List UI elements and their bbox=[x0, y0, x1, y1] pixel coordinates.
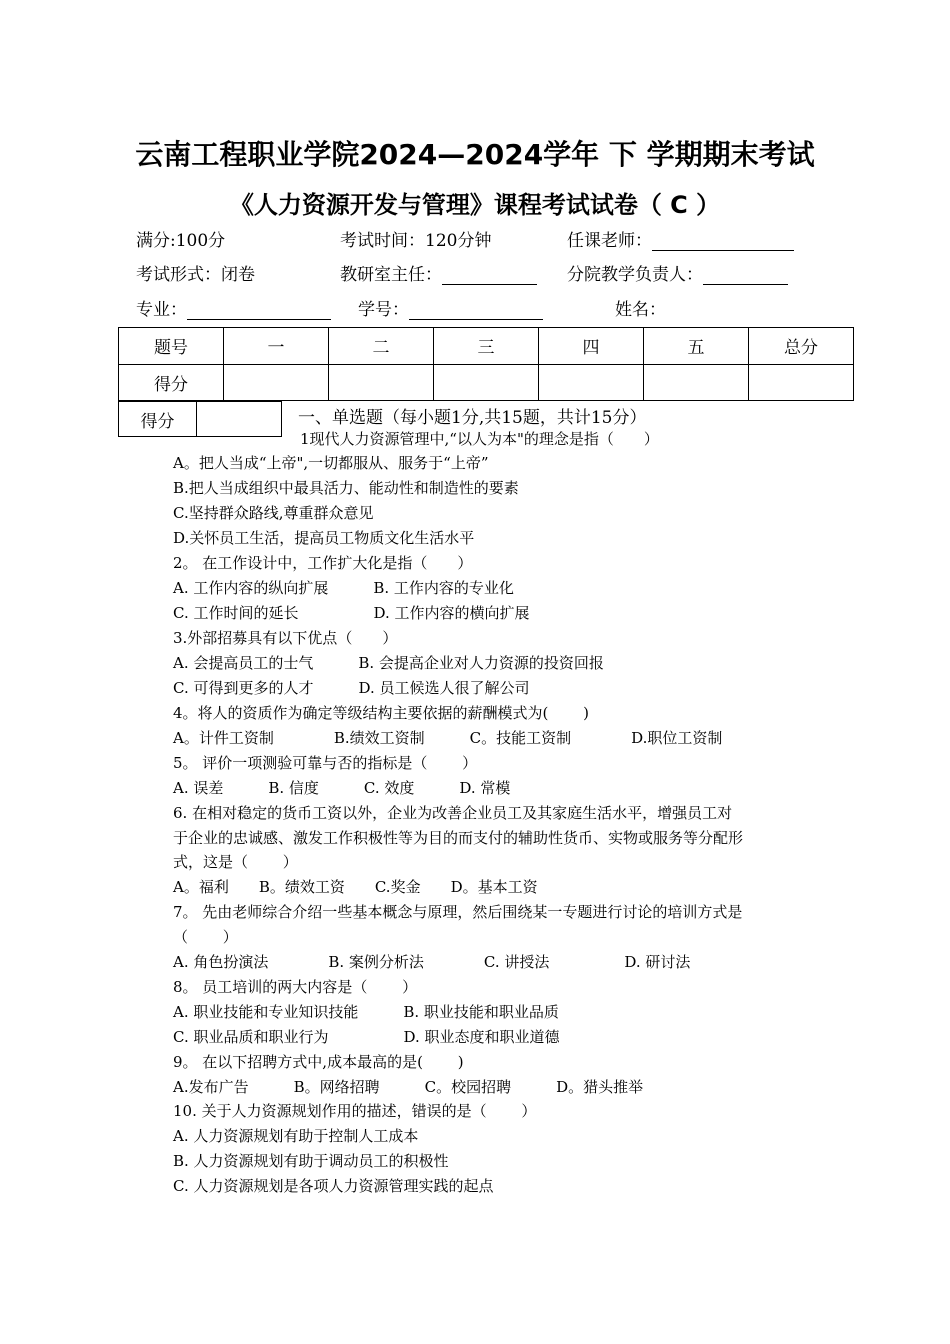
question-line: C. 职业品质和职业行为 D. 职业态度和职业道德 bbox=[173, 1028, 560, 1046]
score-cell[interactable] bbox=[644, 364, 749, 401]
question-line: （ ） bbox=[173, 928, 238, 946]
question-line: C. 工作时间的延长 D. 工作内容的横向扩展 bbox=[173, 604, 530, 622]
name-label: 姓名： bbox=[615, 300, 666, 320]
student-id-blank[interactable] bbox=[409, 301, 543, 320]
director-blank[interactable] bbox=[442, 266, 537, 285]
director-field bbox=[340, 260, 537, 285]
question-line: A。把人当成“上帝",一切都服从、服务于“上帝” bbox=[173, 454, 489, 472]
teacher-label: 任课老师： bbox=[567, 231, 652, 251]
question-line: B.把人当成组织中最具活力、能动性和制造性的要素 bbox=[173, 479, 519, 497]
question-line: 4。将人的资质作为确定等级结构主要依据的薪酬模式为( ) bbox=[173, 704, 590, 722]
question-line: 5。 评价一项测验可靠与否的指标是（ ） bbox=[173, 754, 478, 772]
section-score-cell[interactable] bbox=[197, 402, 282, 437]
question-line: C.坚持群众路线,尊重群众意见 bbox=[173, 504, 374, 522]
section-score-label: 得分 bbox=[119, 402, 197, 437]
score-table-col: 五 bbox=[644, 328, 749, 365]
question-line: A. 人力资源规划有助于控制人工成本 bbox=[173, 1127, 419, 1145]
dean-blank[interactable] bbox=[703, 266, 788, 285]
question-line: 式，这是（ ） bbox=[173, 853, 298, 871]
question-line: A. 工作内容的纵向扩展 B. 工作内容的专业化 bbox=[173, 579, 514, 597]
question-line: A.发布广告 B。网络招聘 C。校园招聘 D。猎头推举 bbox=[173, 1078, 644, 1096]
score-table bbox=[118, 327, 854, 401]
question-line: A. 角色扮演法 B. 案例分析法 C. 讲授法 D. 研讨法 bbox=[173, 953, 691, 971]
score-table-header-label: 题号 bbox=[119, 328, 224, 365]
score-table-col: 一 bbox=[224, 328, 329, 365]
student-id-label: 学号： bbox=[358, 300, 409, 320]
question-line: 7。 先由老师综合介绍一些基本概念与原理，然后围绕某一专题进行讨论的培训方式是 bbox=[173, 903, 743, 921]
major-field bbox=[136, 295, 331, 320]
question-line: 于企业的忠诚感、激发工作积极性等为目的而支付的辅助性货币、实物或服务等分配形 bbox=[173, 829, 744, 847]
student-id-field bbox=[358, 295, 543, 320]
question-line: 8。 员工培训的两大内容是（ ） bbox=[173, 978, 418, 996]
score-cell[interactable] bbox=[539, 364, 644, 401]
score-table-score-row bbox=[119, 364, 854, 401]
exam-title: 云南工程职业学院2024—2024学年 下 学期期末考试 bbox=[135, 138, 815, 171]
score-table-col: 二 bbox=[329, 328, 434, 365]
score-cell[interactable] bbox=[749, 364, 854, 401]
question-line: 1现代人力资源管理中,“以人为本"的理念是指（ ） bbox=[300, 430, 659, 448]
teacher-blank[interactable] bbox=[652, 232, 794, 251]
dean-label: 分院教学负责人： bbox=[567, 265, 703, 285]
section-score-box bbox=[118, 401, 282, 437]
question-line: A。计件工资制 B.绩效工资制 C。技能工资制 D.职位工资制 bbox=[173, 729, 723, 747]
question-line: A. 会提高员工的士气 B. 会提高企业对人力资源的投资回报 bbox=[173, 654, 604, 672]
paper-title: 《人力资源开发与管理》课程考试试卷（ C ） bbox=[229, 191, 721, 219]
full-score: 满分:100分 bbox=[136, 231, 226, 251]
question-line: 10. 关于人力资源规划作用的描述，错误的是（ ） bbox=[173, 1102, 537, 1120]
question-line: 2。 在工作设计中，工作扩大化是指（ ） bbox=[173, 554, 473, 572]
question-line: A. 职业技能和专业知识技能 B. 职业技能和职业品质 bbox=[173, 1003, 559, 1021]
score-table-score-label: 得分 bbox=[119, 364, 224, 401]
section-title: 一、单选题（每小题1分,共15题，共计15分） bbox=[298, 408, 647, 428]
score-cell[interactable] bbox=[434, 364, 539, 401]
score-table-header-row bbox=[119, 328, 854, 365]
major-label: 专业： bbox=[136, 300, 187, 320]
question-line: 6. 在相对稳定的货币工资以外，企业为改善企业员工及其家庭生活水平，增强员工对 bbox=[173, 804, 733, 822]
score-table-col: 总分 bbox=[749, 328, 854, 365]
dean-field bbox=[567, 260, 788, 285]
question-line: A. 误差 B. 信度 C. 效度 D. 常模 bbox=[173, 779, 511, 797]
question-line: D.关怀员工生活，提高员工物质文化生活水平 bbox=[173, 529, 475, 547]
question-line: B. 人力资源规划有助于调动员工的积极性 bbox=[173, 1152, 449, 1170]
score-cell[interactable] bbox=[329, 364, 434, 401]
question-line: 3.外部招募具有以下优点（ ） bbox=[173, 629, 398, 647]
major-blank[interactable] bbox=[187, 301, 331, 320]
director-label: 教研室主任： bbox=[340, 265, 442, 285]
teacher-field bbox=[567, 226, 794, 251]
question-line: 9。 在以下招聘方式中,成本最高的是( ) bbox=[173, 1053, 464, 1071]
exam-form: 考试形式：闭卷 bbox=[136, 265, 255, 285]
question-line: C. 人力资源规划是各项人力资源管理实践的起点 bbox=[173, 1177, 494, 1195]
score-table-col: 四 bbox=[539, 328, 644, 365]
score-table-col: 三 bbox=[434, 328, 539, 365]
question-line: A。福利 B。绩效工资 C.奖金 D。基本工资 bbox=[173, 878, 538, 896]
exam-time: 考试时间：120分钟 bbox=[340, 231, 492, 251]
question-line: C. 可得到更多的人才 D. 员工候选人很了解公司 bbox=[173, 679, 530, 697]
score-cell[interactable] bbox=[224, 364, 329, 401]
